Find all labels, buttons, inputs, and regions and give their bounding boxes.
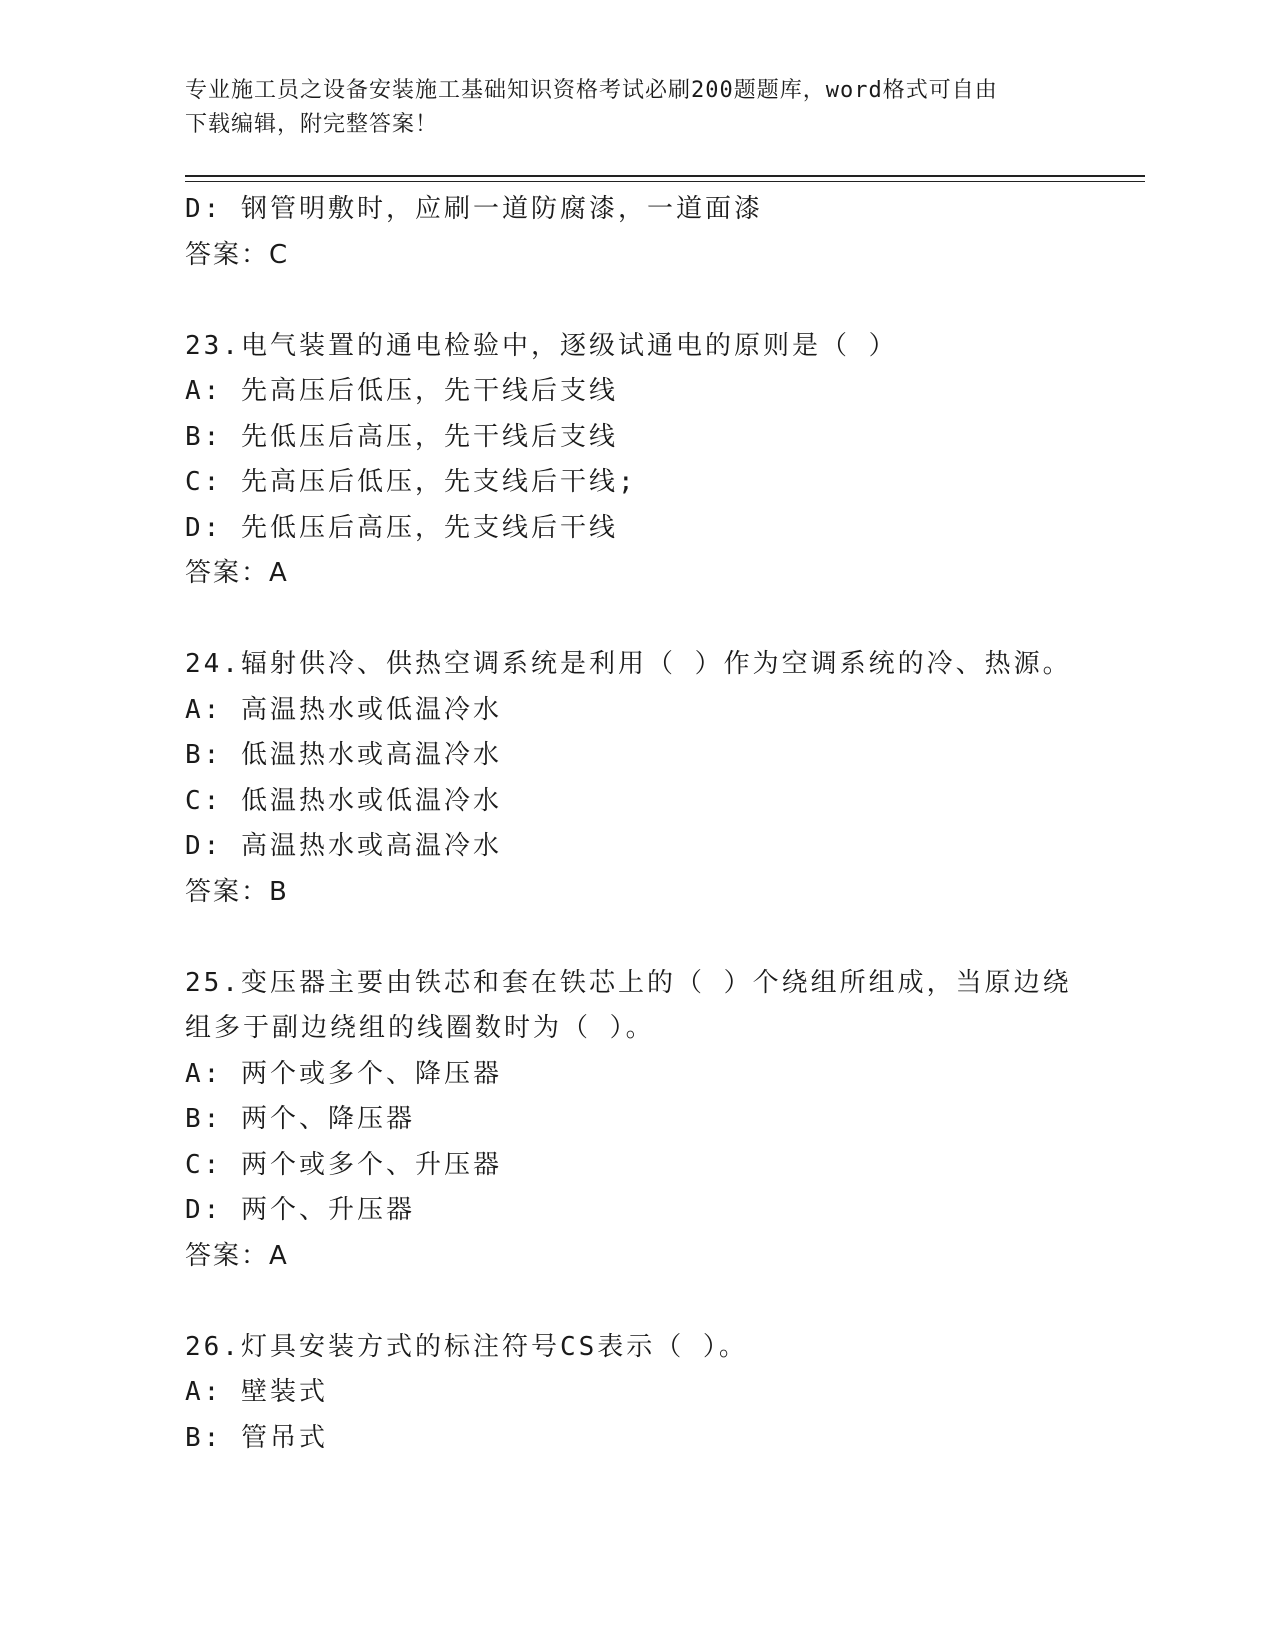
answer-text: 答案：A	[185, 558, 289, 588]
option-text: B: 两个、降压器	[185, 1104, 415, 1134]
option-text: A: 高温热水或低温冷水	[185, 694, 502, 725]
spacer	[185, 597, 1145, 643]
question-block	[185, 642, 1145, 915]
answer-text: 答案：A	[185, 1240, 289, 1271]
question-block	[185, 961, 1145, 1280]
document-body	[185, 187, 1145, 1461]
question-stem: 组多于副边绕组的线圈数时为（ ）。	[185, 1013, 655, 1043]
option-text: B: 先低压后高压，先干线后支线	[185, 421, 618, 452]
question-stem: 26.灯具安装方式的标注符号CS表示（ ）。	[185, 1331, 748, 1362]
option-text: D: 钢管明敷时，应刷一道防腐漆，一道面漆	[185, 194, 763, 224]
spacer	[185, 915, 1145, 961]
option-text: D: 两个、升压器	[185, 1195, 415, 1225]
option-text: D: 先低压后高压，先支线后干线	[185, 512, 618, 543]
option-text: A: 壁装式	[185, 1377, 328, 1407]
option-text: A: 两个或多个、降压器	[185, 1058, 502, 1089]
option-text: D: 高温热水或高温冷水	[185, 831, 502, 861]
option-text: C: 低温热水或低温冷水	[185, 785, 502, 816]
option-text: C: 两个或多个、升压器	[185, 1149, 502, 1180]
spacer	[185, 1279, 1145, 1325]
option-text: C: 先高压后低压，先支线后干线;	[185, 467, 637, 497]
spacer	[185, 278, 1145, 324]
answer-text: 答案：C	[185, 239, 290, 270]
document-header	[185, 74, 1075, 142]
question-stem: 24.辐射供冷、供热空调系统是利用（ ）作为空调系统的冷、热源。	[185, 649, 1072, 679]
option-text: A: 先高压后低压，先干线后支线	[185, 376, 618, 406]
header-rule	[185, 175, 1145, 177]
question-stem: 23.电气装置的通电检验中，逐级试通电的原则是（ ）	[185, 330, 898, 361]
header-line: 专业施工员之设备安装施工基础知识资格考试必刷200题题库，word格式可自由	[185, 78, 998, 103]
option-text: B: 管吊式	[185, 1422, 328, 1453]
header-line: 下载编辑，附完整答案！	[185, 112, 439, 137]
question-block	[185, 1325, 1145, 1462]
question-stem: 25.变压器主要由铁芯和套在铁芯上的（ ）个绕组所组成，当原边绕	[185, 967, 1072, 998]
question-block	[185, 324, 1145, 597]
header-rule	[185, 181, 1145, 182]
option-text: B: 低温热水或高温冷水	[185, 740, 502, 770]
answer-text: 答案：B	[185, 876, 289, 907]
